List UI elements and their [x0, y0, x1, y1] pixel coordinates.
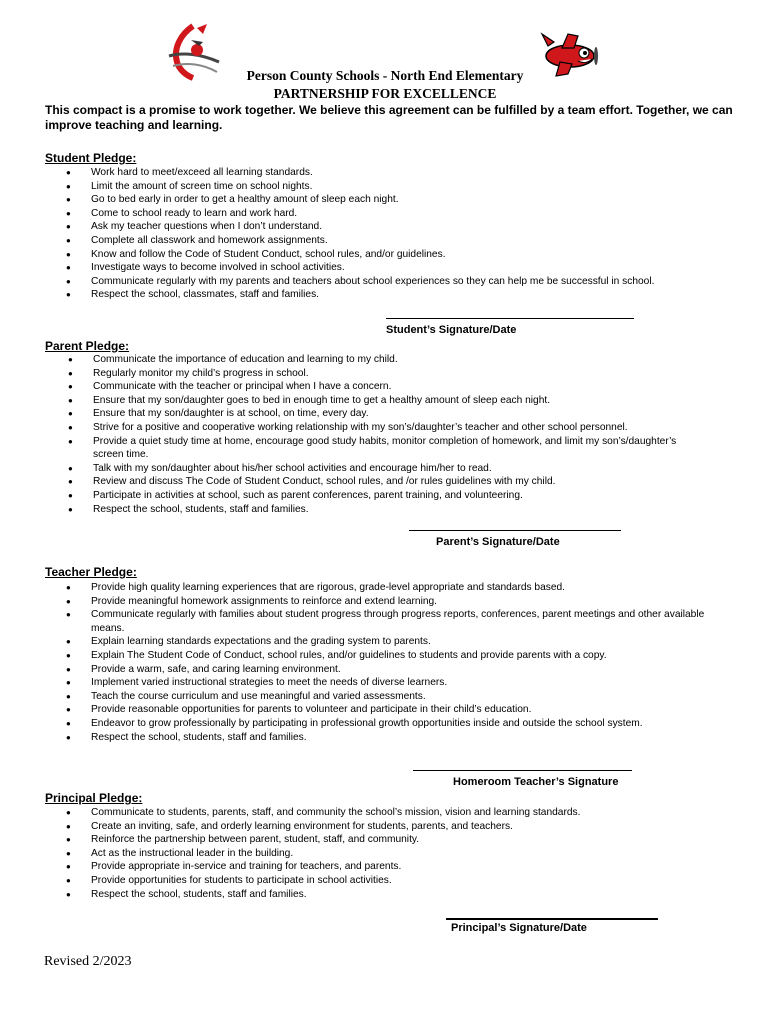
- principal-pledge-item: ● Provide opportunities for students to participate in school activities.: [91, 874, 736, 888]
- student-pledge-item: ● Go to bed early in order to get a healthy amount of sleep each night.: [91, 193, 751, 207]
- teacher-pledge-item: ● Provide a warm, safe, and caring learning environment.: [91, 663, 736, 677]
- student-pledge-item: ● Communicate regularly with my parents and teachers about school experiences so they can help me be successful in school.: [91, 275, 751, 289]
- teacher-signature-label: Homeroom Teacher’s Signature: [453, 776, 619, 788]
- principal-pledge-item: ● Create an inviting, safe, and orderly learning environment for students, parents, and teachers.: [91, 820, 736, 834]
- parent-pledge-item: ● Review and discuss The Code of Student Conduct, school rules, and /or rules guidelines with my child.: [93, 475, 703, 489]
- teacher-pledge-list: [91, 581, 736, 744]
- parent-pledge-item: ● Respect the school, students, staff and families.: [93, 503, 703, 517]
- teacher-pledge-item: ● Communicate regularly with families about student progress through progress reports, conferences, parent meetings and other available means.: [91, 608, 736, 635]
- student-pledge-heading: Student Pledge:: [45, 151, 137, 165]
- principal-pledge-item: ● Act as the instructional leader in the building.: [91, 847, 736, 861]
- principal-signature-label: Principal’s Signature/Date: [451, 922, 587, 934]
- teacher-pledge-item: ● Provide high quality learning experiences that are rigorous, grade-level appropriate and standards based.: [91, 581, 736, 595]
- parent-signature-label: Parent’s Signature/Date: [436, 536, 560, 548]
- student-pledge-item: ● Work hard to meet/exceed all learning standards.: [91, 166, 751, 180]
- teacher-pledge-item: ● Explain learning standards expectations and the grading system to parents.: [91, 635, 736, 649]
- parent-pledge-item: ● Communicate the importance of education and learning to my child.: [93, 353, 703, 367]
- teacher-pledge-item: ● Implement varied instructional strategies to meet the needs of diverse learners.: [91, 676, 736, 690]
- student-pledge-item: ● Complete all classwork and homework assignments.: [91, 234, 751, 248]
- parent-pledge-item: ● Regularly monitor my child’s progress in school.: [93, 367, 703, 381]
- teacher-pledge-item: ● Endeavor to grow professionally by participating in professional growth opportunities inside and outside the school system.: [91, 717, 736, 731]
- parent-pledge-list: [93, 353, 703, 516]
- teacher-pledge-item: ● Teach the course curriculum and use meaningful and varied assessments.: [91, 690, 736, 704]
- student-pledge-item: ● Respect the school, classmates, staff and families.: [91, 288, 751, 302]
- principal-pledge-item: ● Provide appropriate in-service and training for teachers, and parents.: [91, 860, 736, 874]
- parent-pledge-item: ● Strive for a positive and cooperative working relationship with my son’s/daughter’s teacher and other school personnel.: [93, 421, 703, 435]
- revision-date: Revised 2/2023: [44, 954, 132, 969]
- parent-pledge-item: ● Communicate with the teacher or principal when I have a concern.: [93, 380, 703, 394]
- student-pledge-item: ● Know and follow the Code of Student Conduct, school rules, and/or guidelines.: [91, 248, 751, 262]
- school-name-title: Person County Schools - North End Elementary: [246, 68, 524, 83]
- principal-signature-line[interactable]: [446, 918, 658, 920]
- student-pledge-list: [91, 166, 751, 302]
- parent-pledge-item: ● Ensure that my son/daughter is at school, on time, every day.: [93, 407, 703, 421]
- student-pledge-item: ● Come to school ready to learn and work hard.: [91, 207, 751, 221]
- student-pledge-item: ● Limit the amount of screen time on school nights.: [91, 180, 751, 194]
- teacher-pledge-item: ● Provide reasonable opportunities for parents to volunteer and participate in their child’s education.: [91, 703, 736, 717]
- principal-pledge-heading: Principal Pledge:: [45, 791, 143, 805]
- student-pledge-item: ● Ask my teacher questions when I don’t understand.: [91, 220, 751, 234]
- teacher-pledge-item: ● Respect the school, students, staff and families.: [91, 731, 736, 745]
- student-signature-line[interactable]: [386, 318, 634, 319]
- parent-signature-line[interactable]: [409, 530, 621, 531]
- document-subtitle: PARTNERSHIP FOR EXCELLENCE: [273, 86, 497, 101]
- teacher-pledge-item: ● Explain The Student Code of Conduct, school rules, and/or guidelines to students and provide parents with a copy.: [91, 649, 736, 663]
- student-pledge-item: ● Investigate ways to become involved in school activities.: [91, 261, 751, 275]
- parent-pledge-item: ● Talk with my son/daughter about his/her school activities and encourage him/her to read.: [93, 462, 703, 476]
- teacher-pledge-item: ● Provide meaningful homework assignments to reinforce and extend learning.: [91, 595, 736, 609]
- parent-pledge-item: ● Ensure that my son/daughter goes to bed in enough time to get a healthy amount of sleep each night.: [93, 394, 703, 408]
- teacher-signature-line[interactable]: [413, 770, 632, 771]
- parent-pledge-item: ● Provide a quiet study time at home, encourage good study habits, monitor completion of homework, and limit my son’s/daughter’s screen time.: [93, 435, 703, 462]
- principal-pledge-item: ● Reinforce the partnership between parent, student, staff, and community.: [91, 833, 736, 847]
- principal-pledge-item: ● Respect the school, students, staff and families.: [91, 888, 736, 902]
- teacher-pledge-heading: Teacher Pledge:: [45, 565, 137, 579]
- principal-pledge-item: ● Communicate to students, parents, staff, and community the school’s mission, vision and learning standards.: [91, 806, 736, 820]
- student-signature-label: Student’s Signature/Date: [386, 324, 517, 336]
- parent-pledge-item: ● Participate in activities at school, such as parent conferences, parent training, and volunteering.: [93, 489, 703, 503]
- intro-paragraph: This compact is a promise to work together. We believe this agreement can be fulfilled by a team effort. Together, we can improve teaching and learning.: [45, 103, 733, 132]
- parent-pledge-heading: Parent Pledge:: [45, 339, 130, 353]
- principal-pledge-list: [91, 806, 736, 901]
